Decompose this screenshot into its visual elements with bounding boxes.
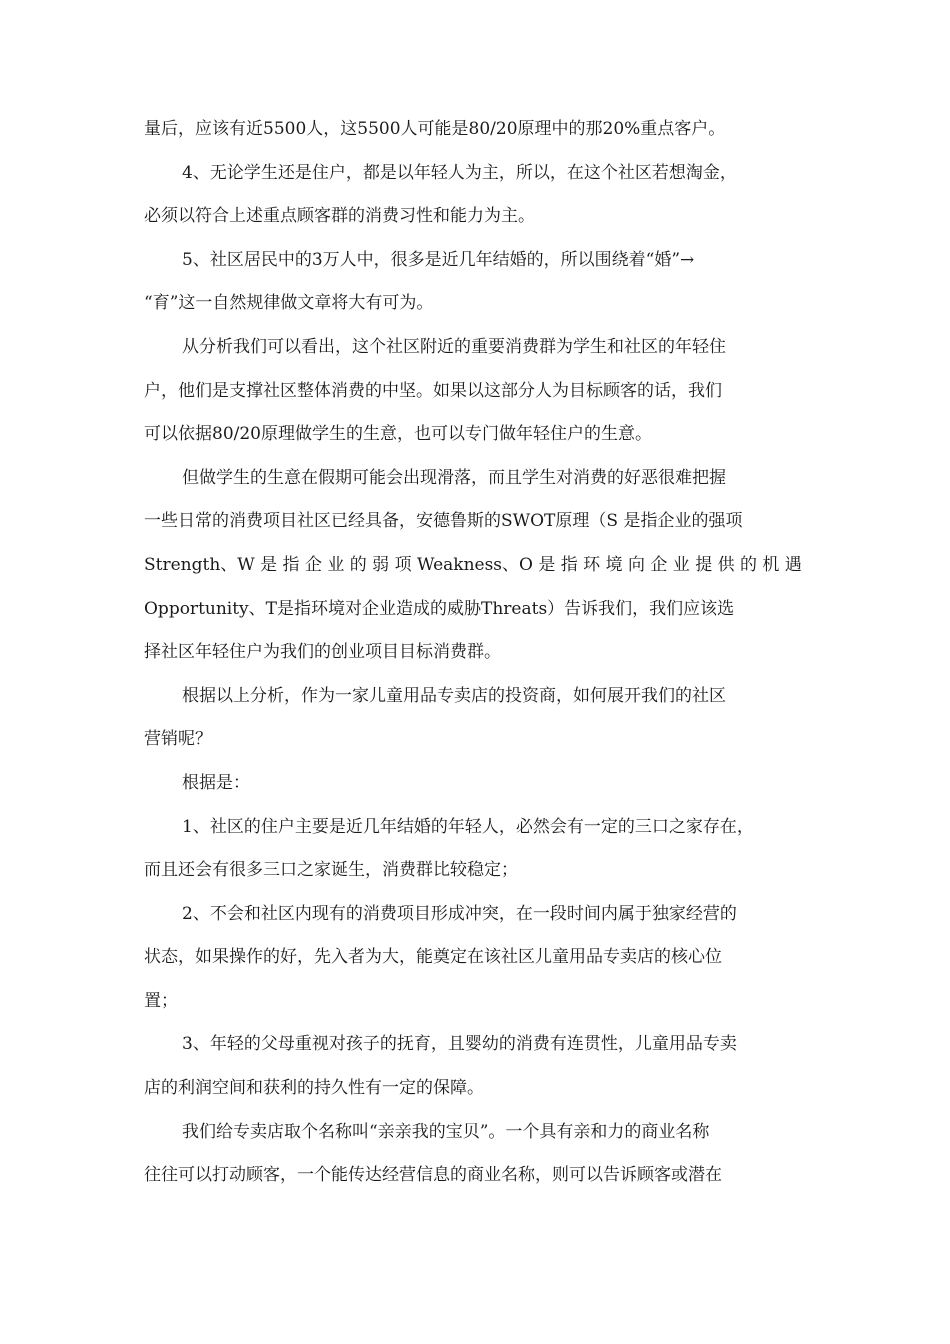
text-line: Opportunity、T是指环境对企业造成的威胁Threats）告诉我们，我们应该选 (144, 598, 735, 619)
text-line: 3、年轻的父母重视对孩子的抚育，且婴幼的消费有连贯性，儿童用品专卖 (182, 1034, 737, 1055)
text-line: 店的利润空间和获利的持久性有一定的保障。 (144, 1078, 484, 1099)
text-line: Strength、W 是 指 企 业 的 弱 项 Weakness、O 是 指 环 境 向 企 业 提 供 的 机 遇 (144, 554, 802, 575)
text-line: “育”这一自然规律做文章将大有可为。 (144, 293, 434, 314)
text-line: 但做学生的生意在假期可能会出现滑落，而且学生对消费的好恶很难把握 (182, 467, 726, 488)
text-line: 根据以上分析，作为一家儿童用品专卖店的投资商，如何展开我们的社区 (182, 685, 726, 706)
text-line: 择社区年轻住户为我们的创业项目目标消费群。 (144, 642, 501, 663)
text-line: 可以依据80/20原理做学生的生意，也可以专门做年轻住户的生意。 (144, 424, 652, 445)
text-line: 状态，如果操作的好，先入者为大，能奠定在该社区儿童用品专卖店的核心位 (144, 947, 722, 968)
text-line: 而且还会有很多三口之家诞生，消费群比较稳定； (144, 860, 518, 881)
text-line: 往往可以打动顾客，一个能传达经营信息的商业名称，则可以告诉顾客或潜在 (144, 1165, 722, 1186)
text-line: 根据是： (182, 772, 250, 793)
text-line: 户，他们是支撑社区整体消费的中坚。如果以这部分人为目标顾客的话，我们 (144, 380, 722, 401)
text-line: 一些日常的消费项目社区已经具备，安德鲁斯的SWOT原理（S 是指企业的强项 (144, 511, 743, 532)
text-line: 我们给专卖店取个名称叫“亲亲我的宝贝”。一个具有亲和力的商业名称 (182, 1121, 710, 1142)
text-line: 必须以符合上述重点顾客群的消费习性和能力为主。 (144, 206, 535, 227)
text-line: 1、社区的住户主要是近几年结婚的年轻人，必然会有一定的三口之家存在， (182, 816, 754, 837)
text-line: 置； (144, 990, 178, 1011)
text-line: 2、不会和社区内现有的消费项目形成冲突，在一段时间内属于独家经营的 (182, 903, 737, 924)
text-line: 从分析我们可以看出，这个社区附近的重要消费群为学生和社区的年轻住 (182, 336, 726, 357)
document-body (144, 108, 810, 1198)
text-line: 量后，应该有近5500人，这5500人可能是80/20原理中的那20%重点客户。 (144, 119, 726, 139)
text-line: 5、社区居民中的3万人中，很多是近几年结婚的，所以围绕着“婚”→ (182, 249, 695, 270)
text-line: 营销呢？ (144, 729, 212, 750)
text-line: 4、无论学生还是住户，都是以年轻人为主，所以，在这个社区若想淘金， (182, 162, 737, 183)
